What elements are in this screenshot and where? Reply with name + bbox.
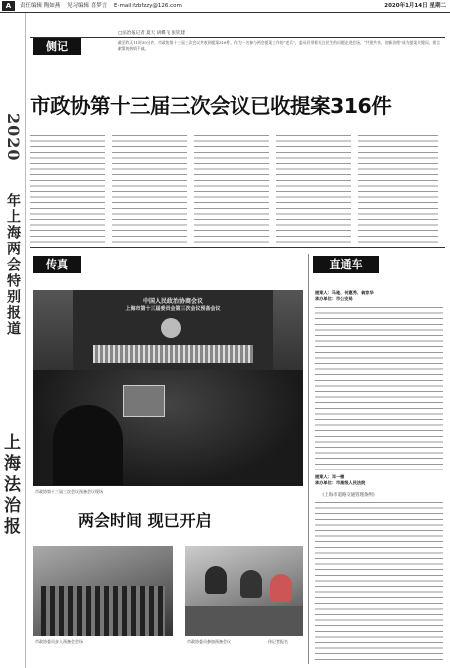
sidebar-special: 年上海两会特别报道 xyxy=(5,193,21,337)
header-items xyxy=(20,0,187,12)
section-tag-express: 直通车 xyxy=(313,256,379,273)
article-column xyxy=(112,133,187,243)
sub-caption: 市政协委员参加预备会议 xyxy=(187,639,231,644)
header-item: 见习编辑 喜梦言 xyxy=(67,3,108,9)
person-silhouette xyxy=(270,574,292,602)
sub-caption: 市政协委员步入预备会会场 xyxy=(35,639,83,644)
emblem-icon xyxy=(161,318,181,338)
sub-photo-right xyxy=(185,546,303,636)
section-tag-sideline: 侧记 xyxy=(33,38,81,55)
article-column xyxy=(358,133,438,243)
sidebar xyxy=(0,13,26,668)
header-item: E-mail:fzbfzzy@126.com xyxy=(114,3,182,9)
proposal-body xyxy=(315,500,443,660)
desk xyxy=(185,606,303,636)
lead-paragraph: 截至昨天11时30分许，市政协第十三届三次会议共收到提案316件。作为一名参与两会提案工作的“老兵”，委员们带着关注民生的问题走进会场，“共建共享，创新治理”成为提案关键词，建言献策的热情不减。 xyxy=(118,40,440,51)
header-date: 2020年1月14日 星期二 xyxy=(384,3,446,9)
stage-flowers xyxy=(93,345,253,363)
page-letter: A xyxy=(2,1,15,11)
sub-caption: 待记者报名 xyxy=(268,639,288,644)
byline: □法治报记者 夏天 胡蝶飞 张钦建 xyxy=(118,31,186,36)
header-item: 责任编辑 陶如燕 xyxy=(20,3,61,9)
main-photo xyxy=(33,290,303,486)
banner-line-2: 上海市第十三届委员会第三次会议预备会议 xyxy=(125,306,221,312)
sidebar-logo: 上海法治报 xyxy=(0,433,20,538)
headline: 市政协第十三届三次会议已收提案316件 xyxy=(30,94,392,118)
slogan: 两会时间 现已开启 xyxy=(78,511,212,530)
person-silhouette xyxy=(240,570,262,598)
proposal-title: 提案人：马驰、何惠秀、翁家华 xyxy=(315,290,374,295)
proposal-subtitle: 承办单位：市公安局 xyxy=(315,296,353,301)
photographer-silhouette xyxy=(53,405,123,485)
person-silhouette xyxy=(205,566,227,594)
divider xyxy=(30,247,445,248)
sidebar-year: 2020 xyxy=(4,113,23,162)
proposal-body xyxy=(315,305,443,470)
proposal-title: 提案人：邓一微 xyxy=(315,474,345,479)
page-header xyxy=(0,0,450,13)
column-divider xyxy=(308,254,309,664)
article-column xyxy=(194,133,269,243)
crowd xyxy=(41,586,165,636)
camera-screen-icon xyxy=(123,385,165,417)
article-column xyxy=(30,133,105,243)
proposal-quote: 《上海市道路交通管理条例》 xyxy=(320,493,378,498)
article-columns xyxy=(30,133,440,243)
banner-line-1: 中国人民政治协商会议 xyxy=(142,298,203,305)
article-column xyxy=(276,133,351,243)
proposal-subtitle: 承办单位：市高级人民法院 xyxy=(315,480,366,485)
photo-caption: 市政协第十三届三次会议预备会议现场 xyxy=(35,489,103,494)
section-tag-fax: 传真 xyxy=(33,256,81,273)
divider xyxy=(30,37,445,38)
sub-photo-left xyxy=(33,546,173,636)
